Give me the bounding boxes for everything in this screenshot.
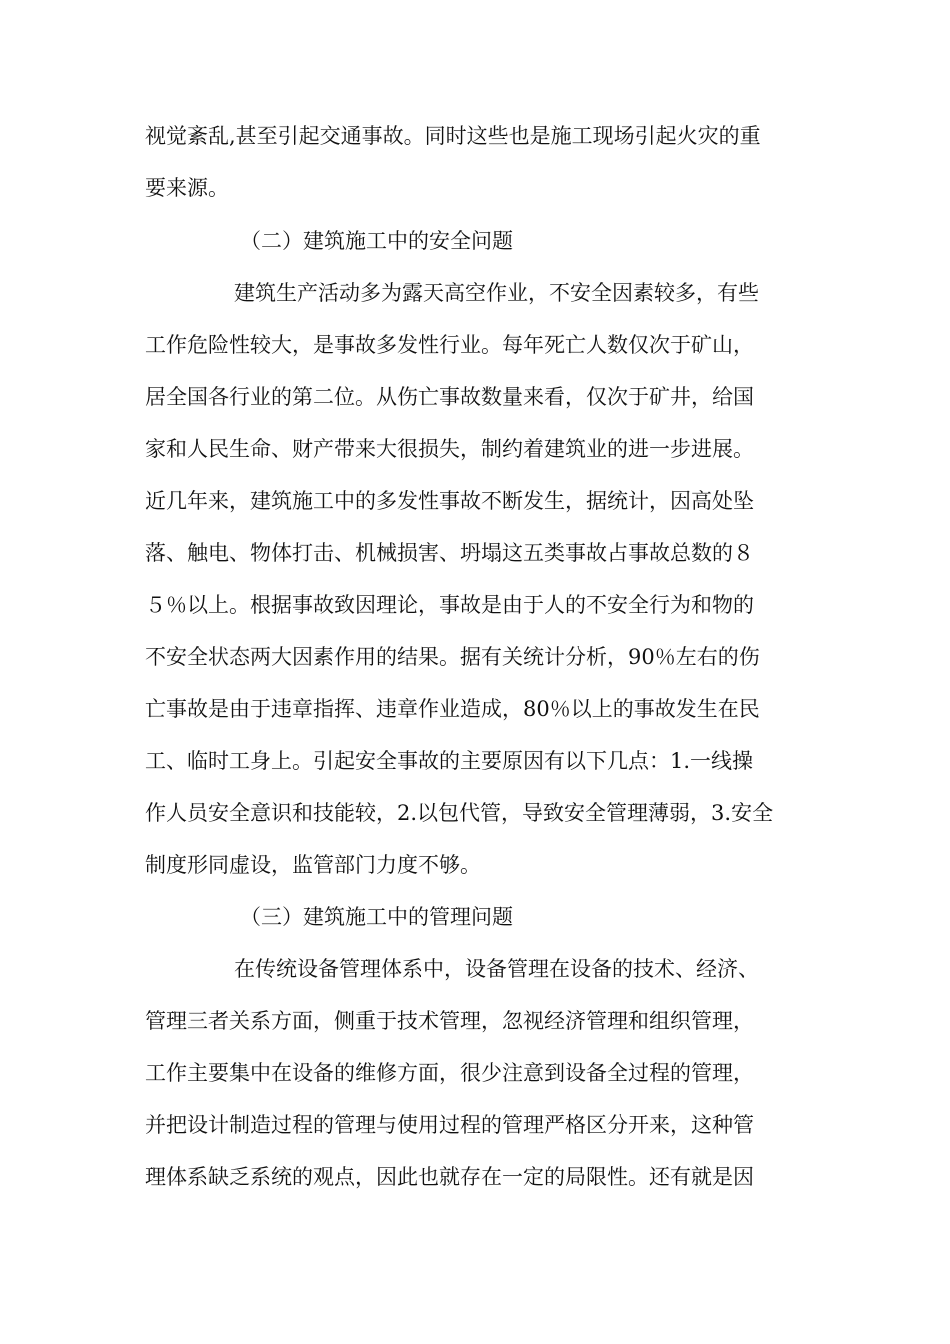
paragraph-line-8: 落、触电、物体打击、机械损害、坍塌这五类事故占事故总数的８ [145, 541, 754, 565]
paragraph-line-10: 不安全状态两大因素作用的结果。据有关统计分析，90％左右的伤 [145, 645, 760, 669]
paragraph-line-7: 近几年来，建筑施工中的多发性事故不断发生，据统计，因高处坠 [145, 489, 754, 513]
paragraph-line-6: 家和人民生命、财产带来大很损失，制约着建筑业的进一步进展。 [145, 437, 754, 461]
paragraph-line-17: 工作主要集中在设备的维修方面，很少注意到设备全过程的管理， [145, 1061, 754, 1085]
paragraph-line-3: 建筑生产活动多为露天高空作业，不安全因素较多，有些 [234, 281, 759, 305]
paragraph-line-16: 管理三者关系方面，侧重于技术管理，忽视经济管理和组织管理， [145, 1009, 754, 1033]
section-heading-safety: （二）建筑施工中的安全问题 [240, 229, 513, 253]
paragraph-line-2: 要来源。 [145, 176, 229, 200]
paragraph-line-5: 居全国各行业的第二位。从伤亡事故数量来看，仅次于矿井，给国 [145, 385, 754, 409]
paragraph-line-11: 亡事故是由于违章指挥、违章作业造成，80％以上的事故发生在民 [145, 697, 760, 721]
paragraph-line-13: 作人员安全意识和技能较，2.以包代管，导致安全管理薄弱，3.安全 [145, 801, 774, 825]
section-heading-management: （三）建筑施工中的管理问题 [240, 905, 513, 929]
paragraph-line-1: 视觉紊乱,甚至引起交通事故。同时这些也是施工现场引起火灾的重 [145, 124, 761, 148]
paragraph-line-19: 理体系缺乏系统的观点，因此也就存在一定的局限性。还有就是因 [145, 1165, 754, 1189]
paragraph-line-9: ５％以上。根据事故致因理论，事故是由于人的不安全行为和物的 [145, 593, 754, 617]
paragraph-line-14: 制度形同虚设，监管部门力度不够。 [145, 853, 481, 877]
paragraph-line-15: 在传统设备管理体系中，设备管理在设备的技术、经济、 [234, 957, 759, 981]
paragraph-line-12: 工、临时工身上。引起安全事故的主要原因有以下几点：1.一线操 [145, 749, 754, 773]
paragraph-line-18: 并把设计制造过程的管理与使用过程的管理严格区分开来，这种管 [145, 1113, 754, 1137]
paragraph-line-4: 工作危险性较大，是事故多发性行业。每年死亡人数仅次于矿山， [145, 333, 754, 357]
